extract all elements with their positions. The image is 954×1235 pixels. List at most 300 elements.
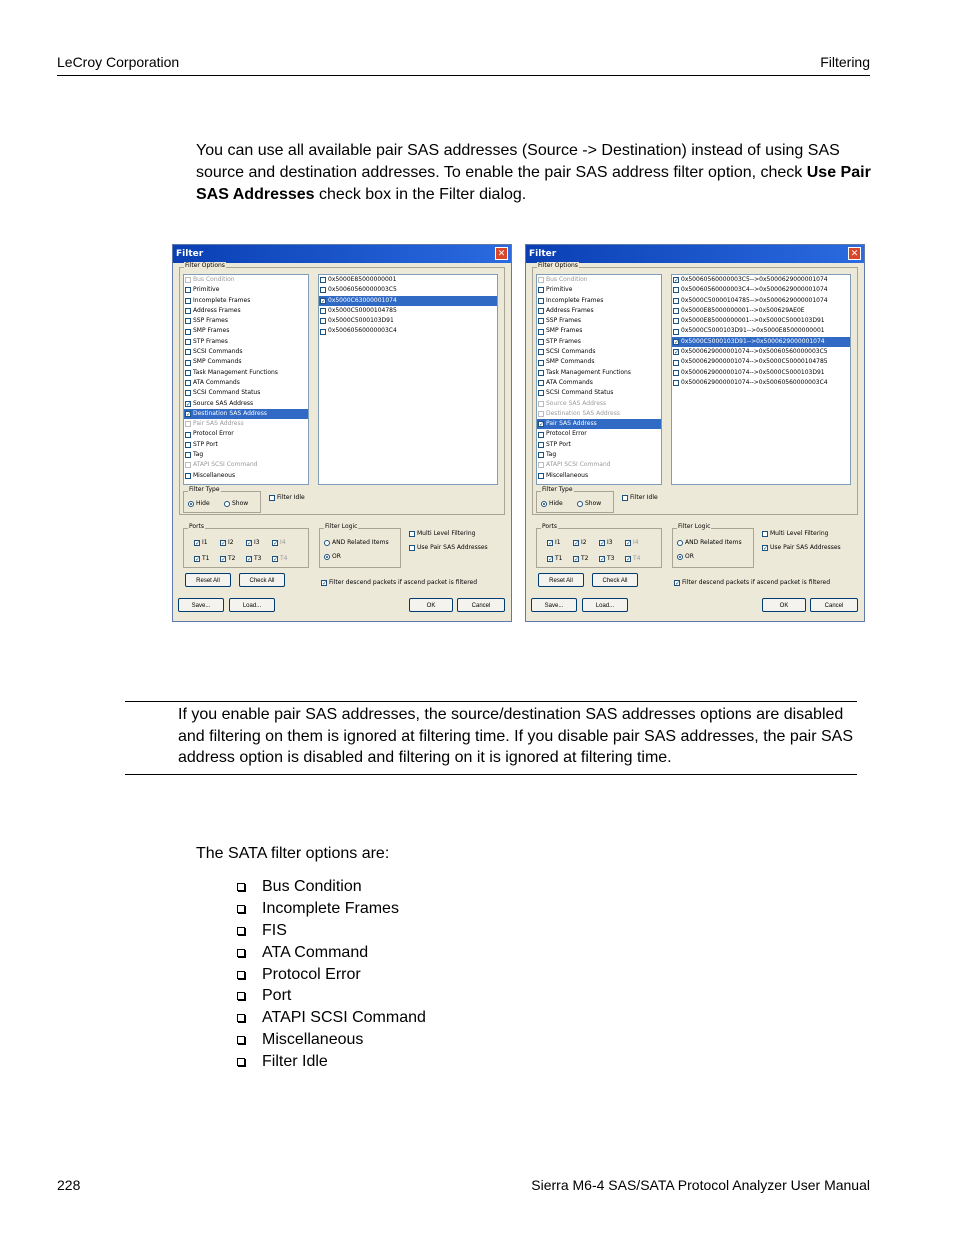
filter-options-label: Filter Options (538, 262, 578, 269)
list-item[interactable] (537, 429, 661, 439)
port-checkbox[interactable] (194, 555, 209, 563)
checkbox-icon[interactable] (538, 298, 544, 304)
intro-paragraph: You can use all available pair SAS addresses (Source -> Destination) instead of using SAS source and destination addresses. To enable the pair SAS address filter option, check Use Pair SAS Addresses check box in the Filter dialog. (196, 142, 871, 203)
checkbox-icon[interactable] (538, 287, 544, 293)
checkbox-icon[interactable] (538, 339, 544, 345)
checkbox-bullet-icon (237, 1036, 245, 1044)
and-radio[interactable] (677, 539, 742, 547)
checkbox-icon[interactable] (622, 495, 628, 501)
dialog-title-bar (173, 245, 511, 263)
footer-title: Sierra M6-4 SAS/SATA Protocol Analyzer User Manual (531, 1177, 870, 1193)
list-item-label: STP Frames (193, 337, 228, 345)
list-item[interactable] (672, 337, 850, 347)
checkbox-icon[interactable]: ✓ (322, 580, 328, 587)
list-item[interactable] (184, 409, 308, 419)
list-item-label: Miscellaneous (193, 471, 236, 479)
cancel-button[interactable]: Cancel (457, 598, 505, 612)
list-item[interactable] (672, 378, 850, 388)
checkbox-icon[interactable] (538, 349, 544, 355)
list-item-label: Destination SAS Address (193, 409, 267, 417)
multi-level-label: Multi Level Filtering (417, 530, 476, 537)
or-radio[interactable] (324, 553, 341, 561)
list-item[interactable] (184, 471, 308, 481)
sata-intro: The SATA filter options are: (196, 845, 390, 862)
list-item[interactable] (184, 326, 308, 336)
list-item[interactable] (319, 285, 497, 295)
multi-level-checkbox[interactable] (762, 530, 828, 538)
checkbox-icon[interactable]: ✓ (674, 349, 680, 357)
checkbox-icon[interactable] (538, 308, 544, 314)
checkbox-icon[interactable] (185, 370, 191, 376)
checkbox-icon[interactable]: ✓ (600, 556, 606, 563)
filter-logic-label: Filter Logic (678, 523, 711, 530)
checkbox-icon[interactable]: ✓ (273, 556, 279, 563)
list-item[interactable] (537, 471, 661, 481)
checkbox-icon[interactable] (185, 462, 191, 468)
ports-label: Ports (542, 523, 558, 530)
checkbox-icon[interactable]: ✓ (186, 400, 192, 408)
checkbox-bullet-icon (237, 992, 245, 1000)
reset-all-button[interactable]: Reset All (185, 573, 231, 587)
list-item-label: SSP Frames (193, 317, 228, 325)
port-label: T1 (202, 555, 210, 562)
checkbox-icon[interactable]: ✓ (247, 556, 253, 563)
filter-values-list[interactable] (318, 274, 498, 485)
list-item-label: 0x5000C63000001074 (328, 296, 397, 304)
list-item[interactable] (672, 326, 850, 336)
port-label: T3 (607, 555, 615, 562)
list-item-label: 0x5000629000001074-->0x5000C50000104785 (681, 358, 828, 366)
filter-type-group (183, 486, 261, 513)
list-item[interactable] (537, 368, 661, 378)
ports-group (183, 523, 309, 568)
checkbox-icon[interactable] (538, 473, 544, 479)
list-item[interactable] (537, 337, 661, 347)
checkbox-icon[interactable]: ✓ (626, 556, 632, 563)
list-item[interactable] (184, 347, 308, 357)
list-item[interactable] (537, 419, 661, 429)
checkbox-icon[interactable] (538, 360, 544, 366)
filter-idle-checkbox[interactable] (622, 494, 658, 502)
checkbox-icon[interactable] (673, 370, 679, 376)
show-radio[interactable] (577, 500, 601, 508)
port-checkbox[interactable] (272, 539, 286, 547)
hide-radio[interactable] (188, 500, 210, 508)
note-top-rule (125, 701, 857, 702)
port-label: T2 (228, 555, 236, 562)
radio-icon[interactable] (188, 501, 194, 507)
note-text: If you enable pair SAS addresses, the source/destination SAS addresses options are disabled and filtering on them is ignored at filtering time. If you disable pair SAS addresses, the pair SAS address option is disabled and filtering on it is ignored at filtering time. (178, 706, 854, 766)
port-checkbox[interactable] (220, 555, 235, 563)
use-pair-sas-checkbox[interactable] (409, 544, 488, 552)
checkbox-icon[interactable] (538, 401, 544, 407)
checkbox-icon[interactable] (409, 531, 415, 537)
filter-idle-label: Filter Idle (277, 494, 305, 501)
port-checkbox[interactable] (547, 539, 561, 547)
descend-checkbox[interactable] (321, 579, 477, 587)
checkbox-icon[interactable]: ✓ (763, 545, 769, 552)
checkbox-icon[interactable]: ✓ (574, 540, 580, 547)
filter-options-list[interactable] (536, 274, 662, 485)
dialog-title: Filter (176, 249, 204, 259)
list-item[interactable] (672, 357, 850, 367)
port-checkbox[interactable] (272, 555, 287, 563)
checkbox-bullet-icon (237, 949, 245, 957)
reset-all-button[interactable]: Reset All (538, 573, 584, 587)
descend-label: Filter descend packets if ascend packet is filtered (329, 579, 478, 586)
port-label: I3 (607, 539, 613, 546)
list-item[interactable] (537, 440, 661, 450)
filter-idle-checkbox[interactable] (269, 494, 305, 502)
load-button[interactable]: Load... (229, 598, 275, 612)
checkbox-icon[interactable] (538, 318, 544, 324)
list-item[interactable] (672, 306, 850, 316)
radio-icon[interactable] (677, 554, 683, 560)
list-item[interactable] (184, 275, 308, 285)
list-item[interactable] (537, 388, 661, 398)
list-item[interactable] (319, 296, 497, 306)
checkbox-icon[interactable]: ✓ (221, 556, 227, 563)
checkbox-icon[interactable]: ✓ (675, 580, 681, 587)
port-label: I4 (280, 539, 286, 546)
descend-label: Filter descend packets if ascend packet is filtered (682, 579, 831, 586)
list-item[interactable] (184, 337, 308, 347)
checkbox-icon[interactable] (673, 360, 679, 366)
checkbox-icon[interactable] (185, 318, 191, 324)
list-item[interactable] (672, 285, 850, 295)
or-label: OR (685, 553, 694, 560)
and-label: AND Related Items (332, 539, 389, 546)
and-radio[interactable] (324, 539, 389, 547)
checkbox-icon[interactable] (673, 298, 679, 304)
list-item[interactable] (184, 316, 308, 326)
checkbox-icon[interactable] (673, 287, 679, 293)
header-rule (57, 75, 870, 76)
list-item-label: Address Frames (546, 306, 594, 314)
checkbox-icon[interactable]: ✓ (247, 540, 253, 547)
port-checkbox[interactable] (220, 539, 234, 547)
checkbox-icon[interactable] (673, 329, 679, 335)
list-item-label: STP Port (193, 440, 218, 448)
port-checkbox[interactable] (246, 539, 260, 547)
filter-dialog-screenshot-2 (525, 244, 865, 622)
save-button[interactable]: Save... (531, 598, 577, 612)
port-label: I2 (581, 539, 587, 546)
list-item[interactable] (672, 316, 850, 326)
checkbox-icon[interactable] (185, 298, 191, 304)
checkbox-icon[interactable] (320, 287, 326, 293)
list-item-label: 0x5000C5000103D91 (328, 317, 394, 325)
list-item-label: ATA Commands (546, 378, 593, 386)
checkbox-icon[interactable]: ✓ (221, 540, 227, 547)
close-icon[interactable]: ✕ (495, 247, 508, 260)
list-item-label: SCSI Commands (546, 348, 596, 356)
checkbox-icon[interactable] (538, 329, 544, 335)
list-item: Bus Condition (237, 876, 426, 898)
list-item-label: Pair SAS Address (193, 420, 244, 428)
list-item-label: SCSI Command Status (193, 389, 261, 397)
checkbox-icon[interactable] (538, 462, 544, 468)
checkbox-icon[interactable]: ✓ (321, 297, 327, 305)
checkbox-icon[interactable]: ✓ (600, 540, 606, 547)
list-item: FIS (237, 920, 426, 942)
multi-level-label: Multi Level Filtering (770, 530, 829, 537)
checkbox-icon[interactable] (185, 432, 191, 438)
checkbox-icon[interactable] (185, 287, 191, 293)
checkbox-icon[interactable] (185, 421, 191, 427)
list-item-label: Primitive (193, 286, 220, 294)
checkbox-icon[interactable] (673, 380, 679, 386)
port-checkbox[interactable] (599, 555, 614, 563)
port-label: I1 (202, 539, 208, 546)
list-item[interactable] (184, 378, 308, 388)
list-item: Port (237, 985, 426, 1007)
radio-icon[interactable] (324, 554, 330, 560)
close-icon[interactable]: ✕ (848, 247, 861, 260)
show-radio[interactable] (224, 500, 248, 508)
checkbox-icon[interactable] (185, 390, 191, 396)
radio-icon[interactable] (677, 540, 683, 546)
list-item[interactable] (319, 306, 497, 316)
footer-page-number: 228 (57, 1177, 81, 1193)
checkbox-icon[interactable] (185, 339, 191, 345)
port-checkbox[interactable] (194, 539, 208, 547)
list-item[interactable] (537, 450, 661, 460)
list-item: Incomplete Frames (237, 898, 426, 920)
list-item[interactable] (184, 450, 308, 460)
note-bottom-rule (125, 774, 857, 775)
port-label: I2 (228, 539, 234, 546)
checkbox-icon[interactable] (762, 531, 768, 537)
list-item[interactable] (672, 275, 850, 285)
list-item[interactable] (537, 399, 661, 409)
checkbox-icon[interactable] (538, 390, 544, 396)
filter-type-group (536, 486, 614, 513)
checkbox-icon[interactable] (320, 318, 326, 324)
checkbox-icon[interactable] (538, 411, 544, 417)
list-item[interactable] (319, 316, 497, 326)
list-item-label: 0x5000629000001074-->0x5000C5000103D91 (681, 368, 825, 376)
filter-options-label: Filter Options (185, 262, 225, 269)
checkbox-icon[interactable]: ✓ (186, 411, 192, 418)
filter-options-list[interactable] (183, 274, 309, 485)
list-item-label: STP Port (546, 440, 571, 448)
checkbox-icon[interactable]: ✓ (574, 556, 580, 563)
save-button[interactable]: Save... (178, 598, 224, 612)
list-item-label: SMP Frames (546, 327, 583, 335)
checkbox-icon[interactable] (538, 432, 544, 438)
checkbox-icon[interactable]: ✓ (548, 540, 554, 547)
checkbox-icon[interactable] (185, 360, 191, 366)
list-item-label: 0x5000C5000103D91-->0x5000E85000000001 (681, 327, 825, 335)
list-item-label: SMP Commands (546, 358, 595, 366)
port-checkbox[interactable] (625, 539, 639, 547)
list-item-label: 0x5000E85000000001-->0x500629AE0E (681, 306, 805, 314)
list-item[interactable] (184, 357, 308, 367)
use-pair-sas-checkbox[interactable] (762, 544, 841, 552)
checkbox-bullet-icon (237, 1058, 245, 1066)
cancel-button[interactable]: Cancel (810, 598, 858, 612)
checkbox-icon[interactable]: ✓ (674, 338, 680, 346)
list-item: ATAPI SCSI Command (237, 1007, 426, 1029)
checkbox-icon[interactable]: ✓ (626, 540, 632, 547)
list-item-label: 0x5000E85000000001-->0x5000C5000103D91 (681, 317, 825, 325)
list-item[interactable] (537, 316, 661, 326)
list-item[interactable] (537, 378, 661, 388)
check-all-button[interactable]: Check All (592, 573, 638, 587)
ports-group (536, 523, 662, 568)
port-checkbox[interactable] (573, 539, 587, 547)
list-item-label: Bus Condition (193, 276, 235, 283)
load-button[interactable]: Load... (582, 598, 628, 612)
checkbox-icon[interactable] (538, 380, 544, 386)
checkbox-icon[interactable]: ✓ (548, 556, 554, 563)
list-item-label: 0x5000629000001074-->0x50060560000003C4 (681, 378, 828, 386)
header-right: Filtering (820, 54, 870, 70)
list-item[interactable] (537, 306, 661, 316)
dialog-title-bar (526, 245, 864, 263)
checkbox-icon[interactable] (538, 370, 544, 376)
and-label: AND Related Items (685, 539, 742, 546)
checkbox-icon[interactable] (185, 473, 191, 479)
list-item[interactable] (537, 326, 661, 336)
checkbox-icon[interactable] (673, 318, 679, 324)
checkbox-icon[interactable] (185, 349, 191, 355)
list-item-label: Task Management Functions (546, 368, 631, 376)
checkbox-icon[interactable] (538, 277, 544, 283)
dialog-title: Filter (529, 249, 557, 259)
checkbox-icon[interactable] (673, 308, 679, 314)
list-item-label: Address Frames (193, 306, 241, 314)
list-item[interactable] (537, 285, 661, 295)
hide-radio[interactable] (541, 500, 563, 508)
checkbox-icon[interactable] (538, 442, 544, 448)
radio-icon[interactable] (541, 501, 547, 507)
list-item: Miscellaneous (237, 1029, 426, 1051)
radio-icon[interactable] (324, 540, 330, 546)
list-item[interactable] (184, 429, 308, 439)
ok-button[interactable]: OK (762, 598, 806, 612)
list-item[interactable] (672, 347, 850, 357)
show-label: Show (232, 500, 249, 507)
port-label: I4 (633, 539, 639, 546)
checkbox-icon[interactable] (269, 495, 275, 501)
radio-icon[interactable] (577, 501, 583, 507)
list-item[interactable] (184, 419, 308, 429)
checkbox-icon[interactable] (538, 452, 544, 458)
show-label: Show (585, 500, 602, 507)
list-item[interactable] (184, 399, 308, 409)
list-item[interactable] (184, 306, 308, 316)
checkbox-icon[interactable] (185, 380, 191, 386)
list-item[interactable] (184, 368, 308, 378)
or-label: OR (332, 553, 341, 560)
list-item-label: 0x5000C50000104785-->0x5000629000001074 (681, 296, 828, 304)
descend-checkbox[interactable] (674, 579, 830, 587)
checkbox-icon[interactable] (185, 452, 191, 458)
filter-logic-label: Filter Logic (325, 523, 358, 530)
port-checkbox[interactable] (547, 555, 562, 563)
checkbox-icon[interactable] (185, 329, 191, 335)
list-item[interactable] (537, 275, 661, 285)
list-item[interactable] (184, 296, 308, 306)
check-all-button[interactable]: Check All (239, 573, 285, 587)
checkbox-icon[interactable]: ✓ (195, 540, 201, 547)
port-checkbox[interactable] (599, 539, 613, 547)
ok-button[interactable]: OK (409, 598, 453, 612)
or-radio[interactable] (677, 553, 694, 561)
list-item[interactable] (672, 296, 850, 306)
list-item-label: STP Frames (546, 337, 581, 345)
list-item[interactable] (319, 326, 497, 336)
port-label: T1 (555, 555, 563, 562)
checkbox-icon[interactable] (185, 277, 191, 283)
list-item[interactable] (184, 440, 308, 450)
filter-values-list[interactable] (671, 274, 851, 485)
checkbox-bullet-icon (237, 905, 245, 913)
list-item-label: Source SAS Address (193, 399, 254, 407)
port-label: T2 (581, 555, 589, 562)
checkbox-icon[interactable] (320, 329, 326, 335)
list-item-label: 0x5000E85000000001 (328, 276, 397, 283)
checkbox-icon[interactable] (409, 545, 415, 551)
port-label: I1 (555, 539, 561, 546)
list-item[interactable] (672, 368, 850, 378)
header-left: LeCroy Corporation (57, 54, 180, 70)
list-item-label: Incomplete Frames (546, 296, 604, 304)
list-item[interactable] (537, 460, 661, 470)
list-item-label: ATA Commands (193, 378, 240, 386)
port-label: I3 (254, 539, 260, 546)
filter-dialog-screenshot-1 (172, 244, 512, 622)
checkbox-icon[interactable]: ✓ (273, 540, 279, 547)
list-item-label: SSP Frames (546, 317, 581, 325)
list-item-label: Primitive (546, 286, 573, 294)
checkbox-icon[interactable]: ✓ (539, 421, 545, 429)
list-item-label: Miscellaneous (546, 471, 589, 479)
list-item[interactable] (184, 388, 308, 398)
use-pair-sas-label: Use Pair SAS Addresses (770, 544, 841, 551)
checkbox-bullet-icon (237, 883, 245, 891)
list-item[interactable] (537, 409, 661, 419)
port-checkbox[interactable] (573, 555, 588, 563)
checkbox-bullet-icon (237, 1014, 245, 1022)
checkbox-icon[interactable]: ✓ (195, 556, 201, 563)
list-item-label: Incomplete Frames (193, 296, 251, 304)
list-item[interactable] (319, 275, 497, 285)
port-checkbox[interactable] (246, 555, 261, 563)
checkbox-bullet-icon (237, 971, 245, 979)
list-item[interactable] (184, 460, 308, 470)
checkbox-icon[interactable]: ✓ (674, 277, 680, 285)
list-item-label: 0x5000C50000104785 (328, 306, 397, 314)
checkbox-icon[interactable] (185, 308, 191, 314)
list-item[interactable] (184, 285, 308, 295)
port-label: T4 (633, 555, 641, 562)
list-item[interactable] (537, 296, 661, 306)
checkbox-icon[interactable] (185, 442, 191, 448)
port-label: T4 (280, 555, 288, 562)
multi-level-checkbox[interactable] (409, 530, 475, 538)
radio-icon[interactable] (224, 501, 230, 507)
checkbox-icon[interactable] (320, 308, 326, 314)
list-item[interactable] (537, 347, 661, 357)
hide-label: Hide (549, 500, 563, 507)
port-checkbox[interactable] (625, 555, 640, 563)
list-item-label: Protocol Error (193, 430, 234, 438)
list-item[interactable] (537, 357, 661, 367)
checkbox-icon[interactable] (320, 277, 326, 283)
